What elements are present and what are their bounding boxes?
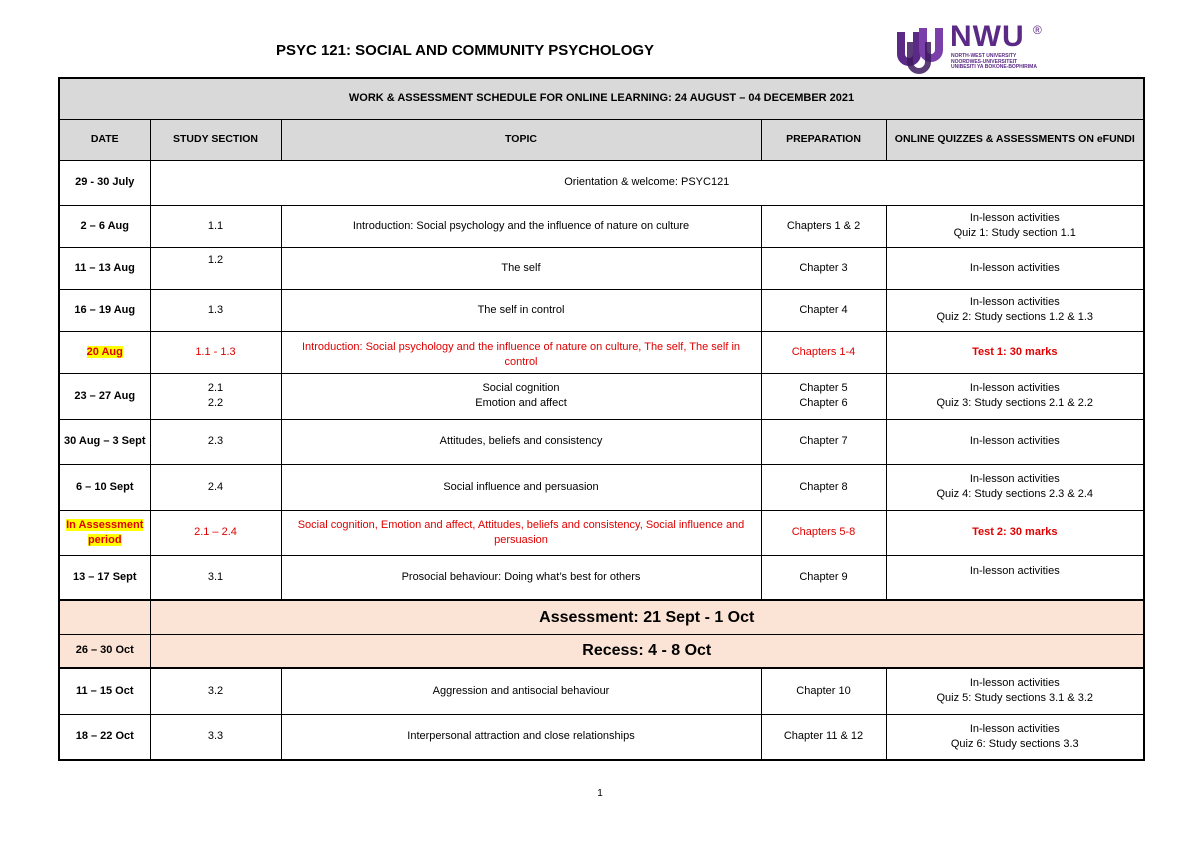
row-preparation: Chapter 11 & 12 <box>761 714 886 760</box>
row-date: 20 Aug <box>59 331 150 373</box>
nwu-emblem-icon <box>893 20 949 76</box>
header-online-quizzes: ONLINE QUIZZES & ASSESSMENTS ON eFUNDI <box>886 119 1144 160</box>
row-section: 2.1 2.2 <box>150 373 281 419</box>
row-preparation: Chapters 1 & 2 <box>761 205 886 247</box>
row-section: 1.3 <box>150 289 281 331</box>
row-date: 30 Aug – 3 Sept <box>59 419 150 464</box>
row-preparation: Chapter 10 <box>761 668 886 714</box>
row-preparation: Chapter 5 Chapter 6 <box>761 373 886 419</box>
row-section: 1.1 <box>150 205 281 247</box>
orientation-text: Orientation & welcome: PSYC121 <box>150 160 1144 205</box>
table-row <box>59 464 1144 510</box>
row-preparation: Chapters 5-8 <box>761 510 886 555</box>
row-date: 2 – 6 Aug <box>59 205 150 247</box>
row-quiz: In-lesson activities Quiz 1: Study section 1.1 <box>886 205 1144 247</box>
row-quiz: In-lesson activities Quiz 6: Study sections 3.3 <box>886 714 1144 760</box>
row-section: 1.2 <box>150 247 281 289</box>
row-quiz: Test 1: 30 marks <box>886 331 1144 373</box>
row-preparation: Chapters 1-4 <box>761 331 886 373</box>
header-row <box>59 119 1144 160</box>
row-topic: The self in control <box>281 289 761 331</box>
row-topic: Introduction: Social psychology and the influence of nature on culture, The self, The self in control <box>281 331 761 373</box>
header-date: DATE <box>59 119 150 160</box>
row-date: 29 - 30 July <box>59 160 150 205</box>
table-row <box>59 247 1144 289</box>
row-date: 11 – 15 Oct <box>59 668 150 714</box>
row-topic: Social cognition, Emotion and affect, Attitudes, beliefs and consistency, Social influence and persuasion <box>281 510 761 555</box>
row-section: 2.4 <box>150 464 281 510</box>
row-quiz: Test 2: 30 marks <box>886 510 1144 555</box>
table-row <box>59 714 1144 760</box>
row-quiz: In-lesson activities Quiz 2: Study sections 1.2 & 1.3 <box>886 289 1144 331</box>
assessment-banner: Assessment: 21 Sept - 1 Oct <box>150 600 1144 634</box>
table-row <box>59 668 1144 714</box>
row-topic: Attitudes, beliefs and consistency <box>281 419 761 464</box>
table-row <box>59 205 1144 247</box>
row-topic: Introduction: Social psychology and the influence of nature on culture <box>281 205 761 247</box>
table-row <box>59 419 1144 464</box>
logo-registered-mark: ® <box>1033 23 1042 37</box>
header-study-section: STUDY SECTION <box>150 119 281 160</box>
table-row-test-2 <box>59 510 1144 555</box>
row-quiz: In-lesson activities Quiz 3: Study sections 2.1 & 2.2 <box>886 373 1144 419</box>
logo-subtitle: NORTH-WEST UNIVERSITY NOORDWES-UNIVERSITEIT UNIBESITI YA BOKONE-BOPHIRIMA <box>951 53 1037 70</box>
table-row <box>59 289 1144 331</box>
row-topic: Social cognition Emotion and affect <box>281 373 761 419</box>
row-section: 3.3 <box>150 714 281 760</box>
row-quiz: In-lesson activities <box>886 419 1144 464</box>
row-preparation: Chapter 9 <box>761 555 886 600</box>
schedule-banner: WORK & ASSESSMENT SCHEDULE FOR ONLINE LEARNING: 24 AUGUST – 04 DECEMBER 2021 <box>59 78 1144 119</box>
row-quiz: In-lesson activities Quiz 4: Study sections 2.3 & 2.4 <box>886 464 1144 510</box>
row-date: In Assessment period <box>59 510 150 555</box>
row-date: 18 – 22 Oct <box>59 714 150 760</box>
row-section: 3.1 <box>150 555 281 600</box>
row-section: 2.3 <box>150 419 281 464</box>
row-topic: Interpersonal attraction and close relationships <box>281 714 761 760</box>
row-section: 2.1 – 2.4 <box>150 510 281 555</box>
row-preparation: Chapter 3 <box>761 247 886 289</box>
table-row <box>59 373 1144 419</box>
row-quiz: In-lesson activities <box>886 555 1144 600</box>
assessment-row <box>59 600 1144 634</box>
row-date: 26 – 30 Oct <box>59 634 150 668</box>
header-preparation: PREPARATION <box>761 119 886 160</box>
row-preparation: Chapter 8 <box>761 464 886 510</box>
row-topic: Prosocial behaviour: Doing what’s best for others <box>281 555 761 600</box>
row-section: 1.1 - 1.3 <box>150 331 281 373</box>
nwu-logo <box>893 20 1053 80</box>
row-date: 16 – 19 Aug <box>59 289 150 331</box>
header-topic: TOPIC <box>281 119 761 160</box>
row-date-empty <box>59 600 150 634</box>
page-title: PSYC 121: SOCIAL AND COMMUNITY PSYCHOLOGY <box>275 42 655 59</box>
row-quiz: In-lesson activities Quiz 5: Study sections 3.1 & 3.2 <box>886 668 1144 714</box>
table-row <box>59 555 1144 600</box>
row-topic: The self <box>281 247 761 289</box>
row-topic: Aggression and antisocial behaviour <box>281 668 761 714</box>
row-quiz: In-lesson activities <box>886 247 1144 289</box>
row-preparation: Chapter 7 <box>761 419 886 464</box>
table-row-orientation <box>59 160 1144 205</box>
row-date: 11 – 13 Aug <box>59 247 150 289</box>
row-section: 3.2 <box>150 668 281 714</box>
table-row-test-1 <box>59 331 1144 373</box>
row-topic: Social influence and persuasion <box>281 464 761 510</box>
row-preparation: Chapter 4 <box>761 289 886 331</box>
schedule-banner-row <box>59 78 1144 119</box>
logo-wordmark: NWU <box>950 20 1025 53</box>
row-date: 13 – 17 Sept <box>59 555 150 600</box>
schedule-table <box>58 77 1145 761</box>
row-date: 23 – 27 Aug <box>59 373 150 419</box>
recess-row <box>59 634 1144 668</box>
recess-banner: Recess: 4 - 8 Oct <box>150 634 1144 668</box>
page-number: 1 <box>597 788 603 799</box>
row-date: 6 – 10 Sept <box>59 464 150 510</box>
